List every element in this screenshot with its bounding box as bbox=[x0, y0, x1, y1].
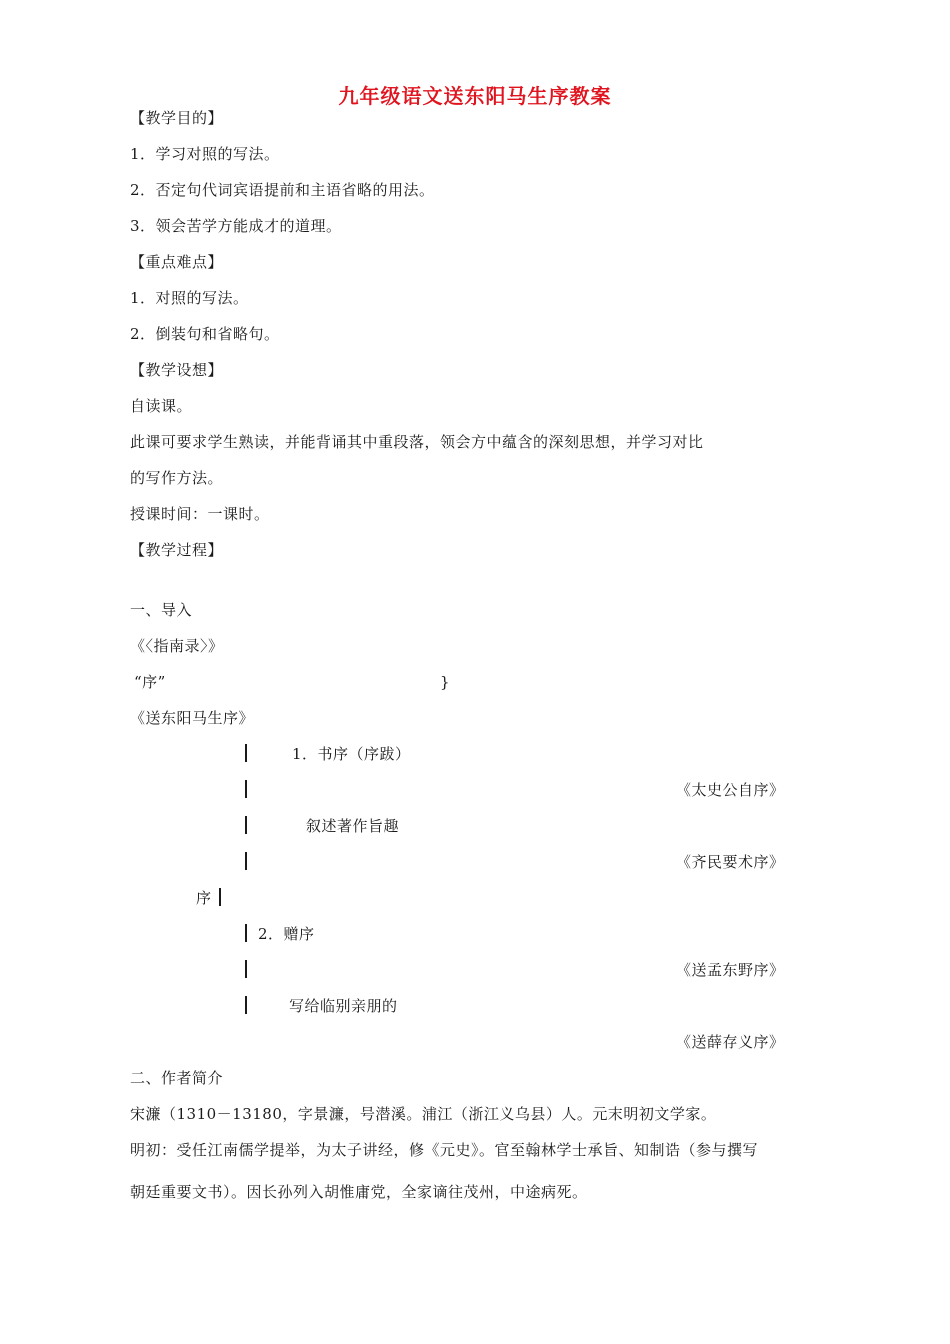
intro-send-title: 《送东阳马生序》 bbox=[130, 709, 255, 727]
design-time: 授课时间：一课时。 bbox=[130, 505, 270, 523]
diagram-branch2-example2: 《送薛存义序》 bbox=[676, 1033, 785, 1051]
diagram-bracket-line bbox=[245, 924, 247, 942]
intro-brace: } bbox=[440, 673, 451, 691]
diagram-root-label: 序 bbox=[196, 889, 212, 907]
intro-heading: 一、导入 bbox=[130, 601, 193, 619]
goal-item-3: 3．领会苦学方能成才的道理。 bbox=[130, 217, 342, 235]
goals-heading: 【教学目的】 bbox=[130, 109, 224, 127]
goal-item-2: 2．否定句代词宾语提前和主语省略的用法。 bbox=[130, 181, 435, 199]
diagram-branch1-desc: 叙述著作旨趣 bbox=[306, 817, 400, 835]
author-line2: 明初：受任江南儒学提举，为太子讲经，修《元史》。官至翰林学士承旨、知制诰（参与撰写 bbox=[130, 1141, 759, 1159]
diagram-branch2: 2．赠序 bbox=[258, 925, 315, 943]
author-line3: 朝廷重要文书）。因长孙列入胡惟庸党，全家谪往茂州，中途病死。 bbox=[130, 1183, 588, 1201]
diagram-bracket-line bbox=[245, 960, 247, 978]
key-point-item-2: 2．倒装句和省略句。 bbox=[130, 325, 280, 343]
diagram-branch1-example2: 《齐民要术序》 bbox=[676, 853, 785, 871]
diagram-bracket-line bbox=[245, 852, 247, 870]
author-heading: 二、作者简介 bbox=[130, 1069, 224, 1087]
diagram-branch2-example1: 《送孟东野序》 bbox=[676, 961, 785, 979]
key-points-heading: 【重点难点】 bbox=[130, 253, 224, 271]
diagram-branch2-desc: 写给临别亲朋的 bbox=[289, 997, 398, 1015]
design-requirement-line2: 的写作方法。 bbox=[130, 469, 224, 487]
diagram-branch1-example1: 《太史公自序》 bbox=[676, 781, 785, 799]
design-heading: 【教学设想】 bbox=[130, 361, 224, 379]
process-heading: 【教学过程】 bbox=[130, 541, 224, 559]
diagram-branch1: 1．书序（序跋） bbox=[292, 745, 411, 763]
goal-item-1: 1．学习对照的写法。 bbox=[130, 145, 280, 163]
diagram-bracket-line bbox=[245, 744, 247, 762]
intro-preface-quote: “序” bbox=[134, 673, 166, 691]
design-self-study: 自读课。 bbox=[130, 397, 193, 415]
diagram-bracket-line bbox=[245, 780, 247, 798]
key-point-item-1: 1．对照的写法。 bbox=[130, 289, 249, 307]
diagram-bracket-line bbox=[245, 816, 247, 834]
design-requirement-line1: 此课可要求学生熟读，并能背诵其中重段落，领会方中蕴含的深刻思想，并学习对比 bbox=[130, 433, 704, 451]
author-line1: 宋濂（1310－13180，字景濂，号潜溪。浦江（浙江义乌县）人。元末明初文学家。 bbox=[130, 1105, 717, 1123]
diagram-bracket-line bbox=[245, 996, 247, 1014]
intro-guide-book: 《〈指南录〉》 bbox=[130, 637, 224, 655]
diagram-root-bracket bbox=[219, 888, 221, 906]
document-title: 九年级语文送东阳马生序教案 bbox=[338, 84, 612, 108]
